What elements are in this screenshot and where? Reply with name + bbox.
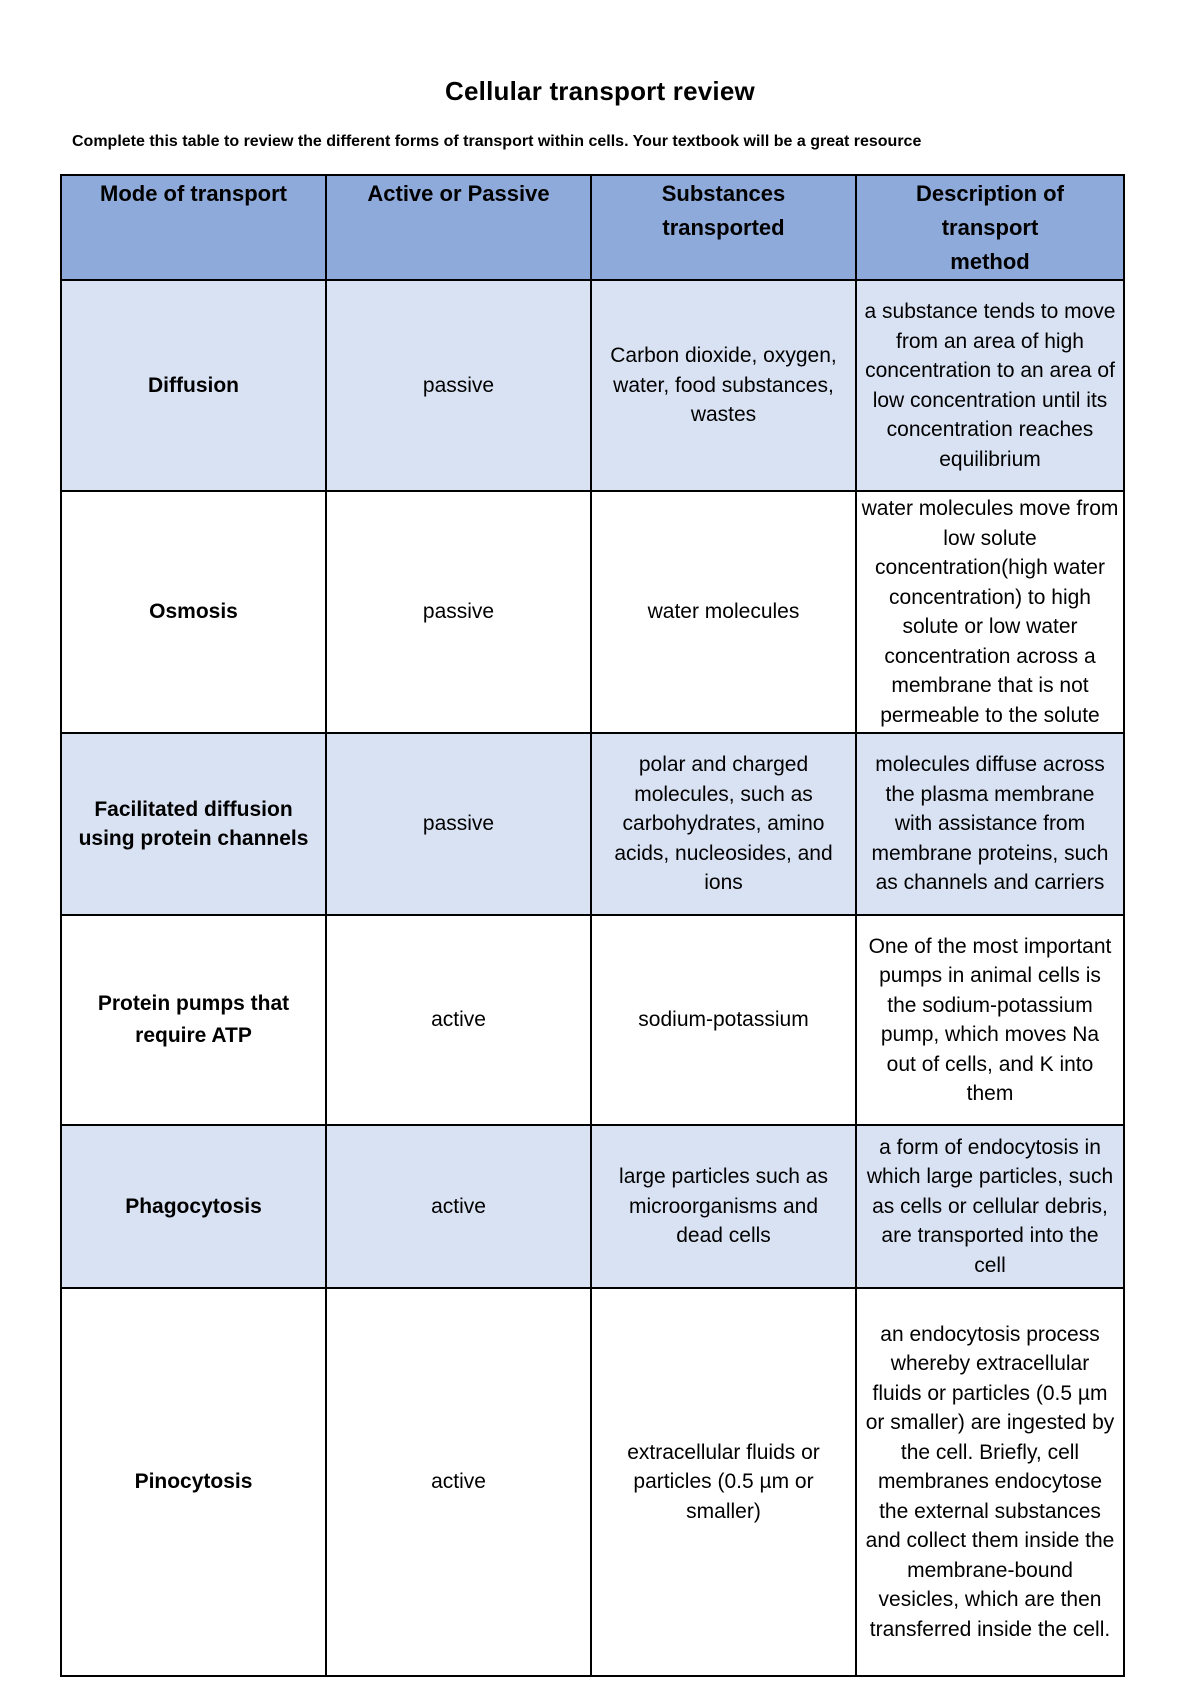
cell-description: a form of endocytosis in which large particles, such as cells or cellular debris, are transported into the cell <box>856 1125 1124 1288</box>
cell-type: active <box>326 1125 591 1288</box>
cell-substances: extracellular fluids or particles (0.5 µm or smaller) <box>591 1288 856 1676</box>
page-title: Cellular transport review <box>445 76 755 106</box>
cell-type: passive <box>326 280 591 491</box>
cell-description: a substance tends to move from an area of high concentration to an area of low concentration until its concentration reaches equilibrium <box>856 280 1124 491</box>
cell-description: One of the most important pumps in animal cells is the sodium-potassium pump, which moves Na out of cells, and K into them <box>856 915 1124 1125</box>
table-row <box>61 1125 1124 1288</box>
cell-type: active <box>326 915 591 1125</box>
header-mode: Mode of transport <box>61 175 326 280</box>
header-active-passive: Active or Passive <box>326 175 591 280</box>
table-row <box>61 733 1124 915</box>
header-substances: Substances transported <box>591 175 856 280</box>
cell-type: passive <box>326 733 591 915</box>
transport-review-table <box>60 174 1125 1677</box>
cell-mode: Diffusion <box>61 280 326 491</box>
cell-description: an endocytosis process whereby extracellular fluids or particles (0.5 µm or smaller) are ingested by the cell. Briefly, cell membranes endocytose the external substances and collect them inside the membrane-bound vesicles, which are then transferred inside the cell. <box>856 1288 1124 1676</box>
header-description: Description of transport method <box>856 175 1124 280</box>
cell-substances: sodium-potassium <box>591 915 856 1125</box>
cell-mode: Phagocytosis <box>61 1125 326 1288</box>
cell-type: passive <box>326 491 591 733</box>
cell-type: active <box>326 1288 591 1676</box>
cell-substances: Carbon dioxide, oxygen, water, food substances, wastes <box>591 280 856 491</box>
table-row <box>61 280 1124 491</box>
table-row <box>61 915 1124 1125</box>
table-header-row <box>61 175 1124 280</box>
cell-mode: Osmosis <box>61 491 326 733</box>
cell-mode: Protein pumps that require ATP <box>61 915 326 1125</box>
cell-substances: water molecules <box>591 491 856 733</box>
table-row <box>61 491 1124 733</box>
table-row <box>61 1288 1124 1676</box>
cell-substances: polar and charged molecules, such as carbohydrates, amino acids, nucleosides, and ions <box>591 733 856 915</box>
instructions-text: Complete this table to review the different forms of transport within cells. Your textbook will be a great resource <box>72 133 922 150</box>
cell-mode: Pinocytosis <box>61 1288 326 1676</box>
cell-description: water molecules move from low solute concentration(high water concentration) to high solute or low water concentration across a membrane that is not permeable to the solute <box>856 491 1124 733</box>
cell-description: molecules diffuse across the plasma membrane with assistance from membrane proteins, such as channels and carriers <box>856 733 1124 915</box>
cell-substances: large particles such as microorganisms and dead cells <box>591 1125 856 1288</box>
cell-mode: Facilitated diffusion using protein channels <box>61 733 326 915</box>
